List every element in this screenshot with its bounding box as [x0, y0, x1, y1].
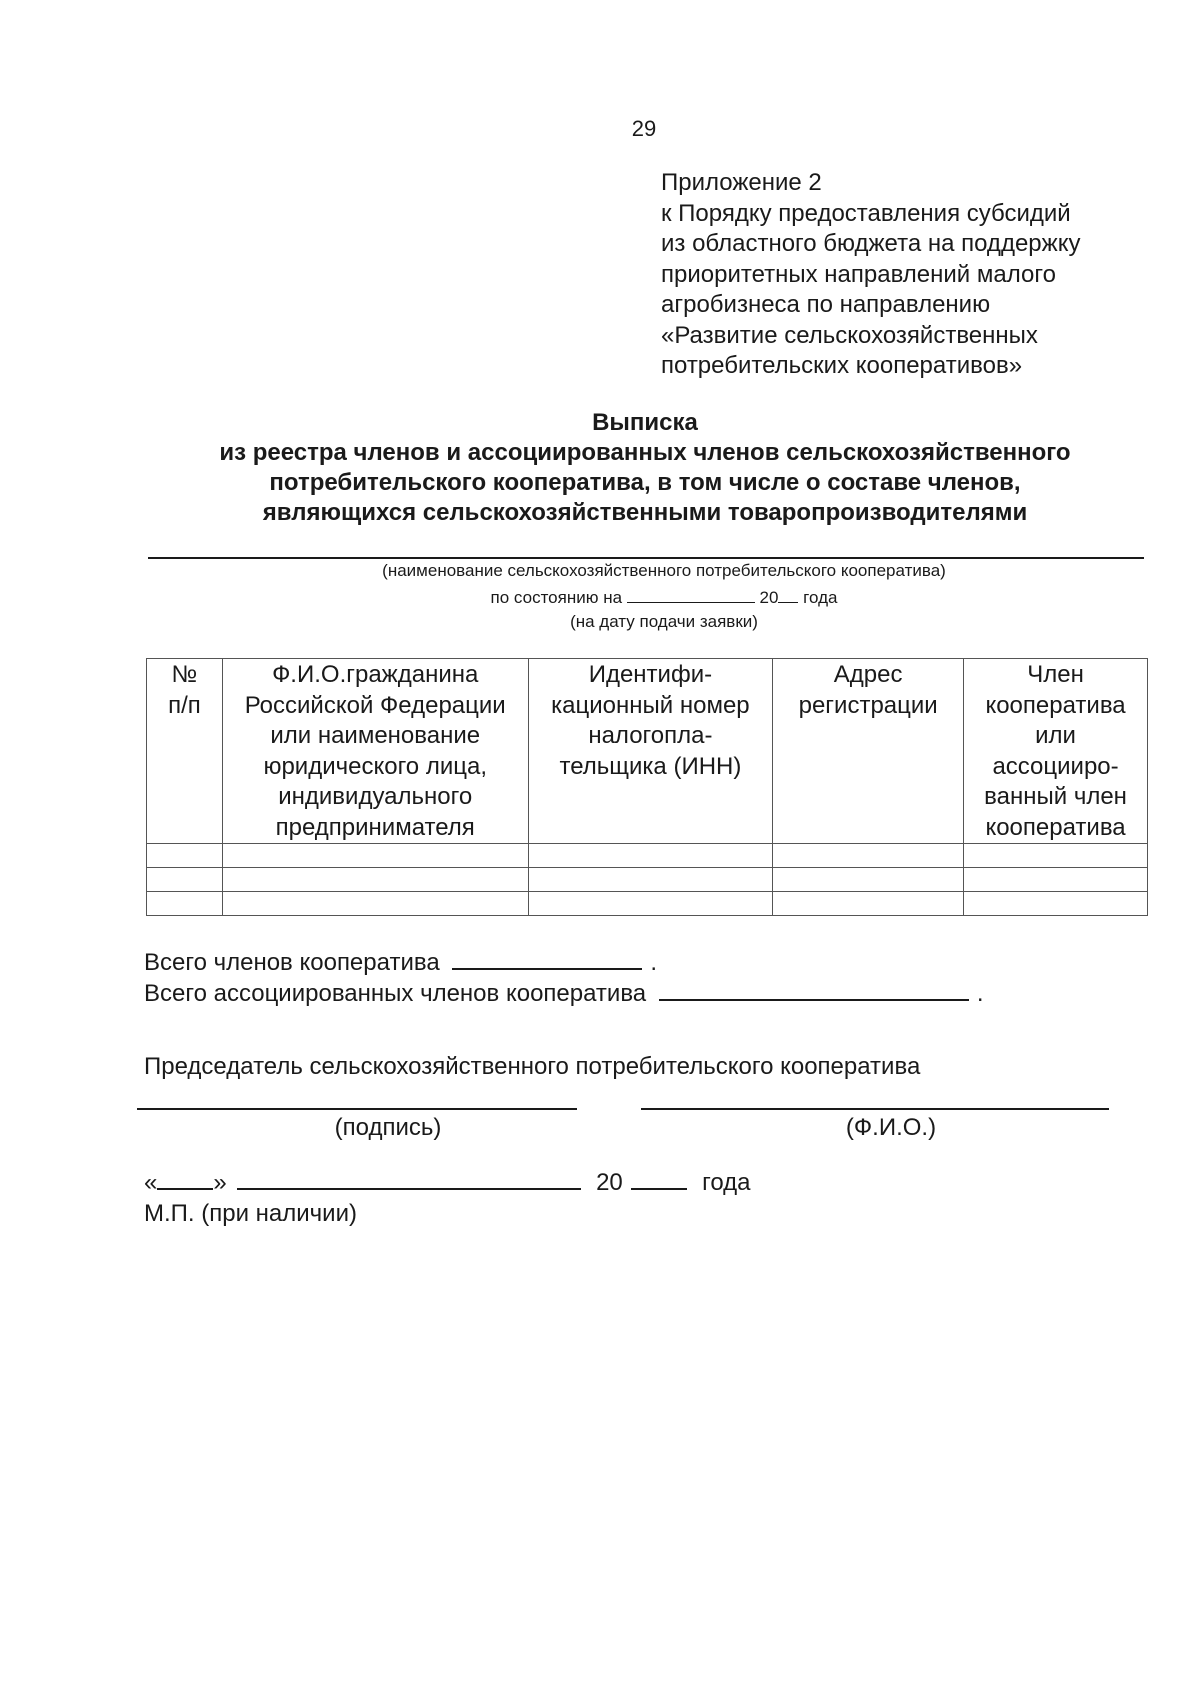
header-line: кационный номер	[551, 691, 750, 719]
header-line: регистрации	[798, 691, 938, 719]
header-number	[147, 659, 223, 844]
chairman-name-caption: (Ф.И.О.)	[845, 1114, 937, 1141]
table-cell[interactable]	[222, 844, 528, 868]
header-line: Российской Федерации	[244, 691, 506, 719]
appendix-line: потребительских кооперативов»	[661, 352, 1023, 379]
table-cell[interactable]	[528, 844, 773, 868]
total-members-label: Всего членов кооператива	[144, 949, 440, 976]
header-line: кооператива	[985, 691, 1126, 719]
header-line: п/п	[168, 691, 201, 719]
header-line: Ф.И.О.гражданина	[272, 661, 479, 688]
year-prefix: 20	[759, 588, 779, 607]
as-of-year-field[interactable]	[778, 587, 798, 603]
chairman-name-field[interactable]	[641, 1108, 1109, 1110]
year-word-label: года	[702, 1169, 751, 1196]
total-members-end: .	[650, 949, 658, 976]
header-line: Идентифи-	[588, 661, 713, 688]
document-title	[150, 408, 1140, 528]
header-address	[773, 659, 964, 844]
table-cell[interactable]	[964, 892, 1148, 916]
table-cell[interactable]	[147, 892, 223, 916]
day-field[interactable]	[157, 1168, 213, 1190]
header-line: ванный член	[984, 783, 1127, 810]
header-line: или наименование	[270, 722, 481, 749]
close-quote: »	[213, 1169, 227, 1196]
table-cell[interactable]	[147, 868, 223, 892]
header-line: тельщика (ИНН)	[559, 752, 742, 780]
as-of-date-field[interactable]	[627, 587, 755, 603]
appendix-line: «Развитие сельскохозяйственных	[661, 321, 1038, 349]
total-associated-label: Всего ассоциированных членов кооператива	[144, 980, 647, 1007]
header-line: или	[1035, 722, 1076, 749]
table-row	[147, 844, 1148, 868]
stamp-note: М.П. (при наличии)	[144, 1200, 357, 1227]
header-line: Член	[1027, 661, 1084, 688]
totals-block	[144, 947, 984, 1009]
century-label: 20	[596, 1169, 623, 1196]
table-cell[interactable]	[528, 892, 773, 916]
as-of-date-line	[148, 587, 1180, 608]
title-line: Выписка	[592, 409, 698, 436]
header-line: ассоцииро-	[992, 752, 1119, 780]
page-number: 29	[631, 116, 657, 141]
title-line: потребительского кооператива, в том числе о составе членов,	[269, 469, 1021, 496]
header-line: индивидуального	[278, 783, 473, 810]
date-note: (на дату подачи заявки)	[570, 612, 758, 631]
table-cell[interactable]	[964, 844, 1148, 868]
header-inn	[528, 659, 773, 844]
table-row	[147, 892, 1148, 916]
total-members-line	[144, 947, 984, 978]
table-cell[interactable]	[222, 868, 528, 892]
header-line: юридического лица,	[263, 752, 487, 780]
members-register-table	[146, 658, 1148, 916]
signature-field[interactable]	[137, 1108, 577, 1110]
cooperative-name-caption: (наименование сельскохозяйственного потребительского кооператива)	[382, 561, 946, 580]
header-line: предпринимателя	[275, 813, 475, 841]
header-line: кооператива	[985, 813, 1126, 841]
chairman-label: Председатель сельскохозяйственного потребительского кооператива	[144, 1053, 921, 1080]
total-associated-line	[144, 978, 984, 1009]
appendix-line: приоритетных направлений малого	[661, 260, 1056, 288]
title-line: являющихся сельскохозяйственными товаропроизводителями	[262, 499, 1028, 526]
table-row	[147, 868, 1148, 892]
appendix-line: Приложение 2	[661, 169, 822, 196]
appendix-line: агробизнеса по направлению	[661, 291, 991, 318]
appendix-line: к Порядку предоставления субсидий	[661, 199, 1071, 227]
header-membership	[964, 659, 1148, 844]
table-cell[interactable]	[773, 868, 964, 892]
as-of-label: по состоянию на	[490, 588, 623, 607]
header-line: налогопла-	[588, 722, 713, 749]
year-field[interactable]	[631, 1168, 687, 1190]
signing-date-line	[144, 1168, 751, 1197]
table-cell[interactable]	[528, 868, 773, 892]
total-associated-field[interactable]	[659, 979, 969, 1001]
signature-caption: (подпись)	[334, 1114, 442, 1141]
table-cell[interactable]	[964, 868, 1148, 892]
table-cell[interactable]	[222, 892, 528, 916]
header-line: Адрес	[833, 661, 903, 688]
appendix-line: из областного бюджета на поддержку	[661, 230, 1081, 257]
total-associated-end: .	[976, 980, 984, 1007]
table-header-row	[147, 659, 1148, 844]
cooperative-name-field[interactable]	[148, 557, 1144, 559]
header-line: №	[171, 661, 198, 688]
header-full-name	[222, 659, 528, 844]
open-quote: «	[144, 1169, 158, 1196]
month-field[interactable]	[237, 1168, 581, 1190]
table-cell[interactable]	[773, 892, 964, 916]
title-line: из реестра членов и ассоциированных членов сельскохозяйственного	[219, 439, 1071, 466]
table-cell[interactable]	[147, 844, 223, 868]
year-word: года	[803, 588, 838, 607]
appendix-block	[661, 168, 1161, 382]
table-cell[interactable]	[773, 844, 964, 868]
total-members-field[interactable]	[452, 948, 642, 970]
